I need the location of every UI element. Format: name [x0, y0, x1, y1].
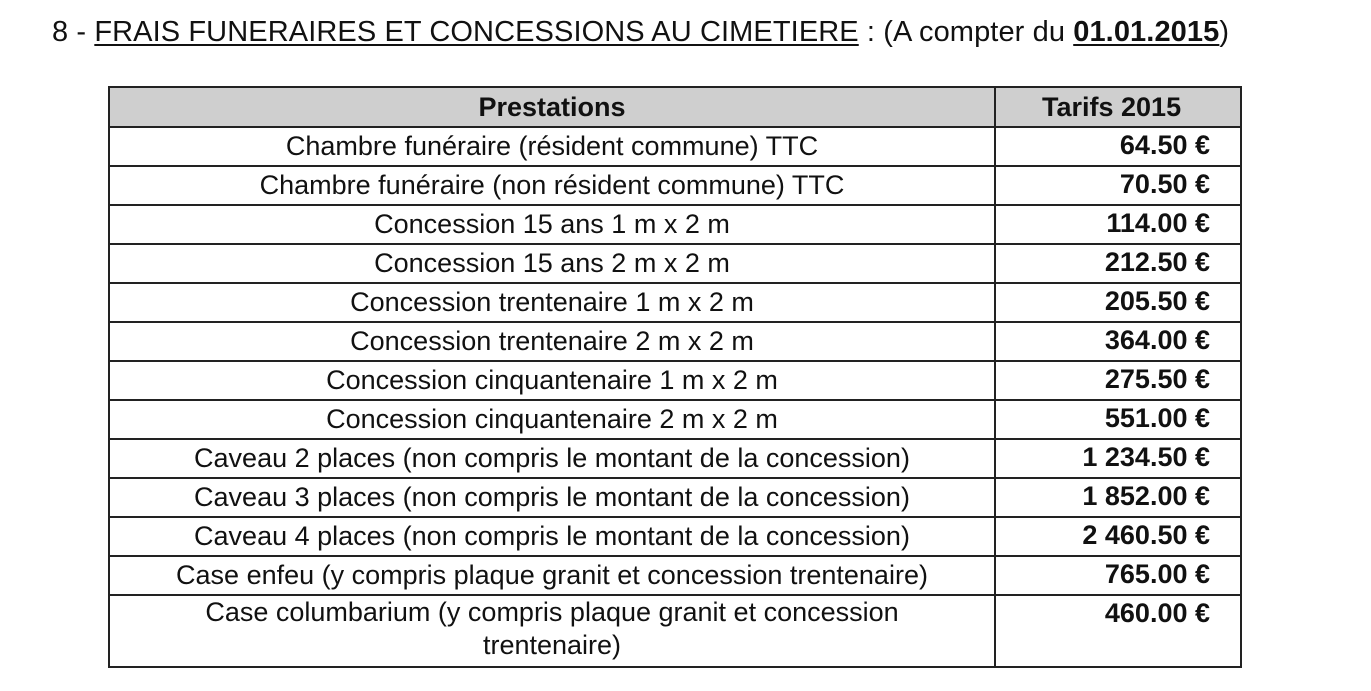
row-label: Caveau 2 places (non compris le montant de la concession) [109, 439, 995, 478]
row-label: Chambre funéraire (résident commune) TTC [109, 127, 995, 166]
row-label: Concession cinquantenaire 2 m x 2 m [109, 400, 995, 439]
row-price: 114.00 € [995, 205, 1241, 244]
table-row [109, 205, 1241, 244]
heading-close: ) [1219, 16, 1230, 48]
column-header-prestations: Prestations [109, 87, 995, 127]
table-row [109, 517, 1241, 556]
table-row [109, 166, 1241, 205]
row-price: 364.00 € [995, 322, 1241, 361]
row-price: 1 852.00 € [995, 478, 1241, 517]
table-row [109, 283, 1241, 322]
section-number: 8 - [52, 16, 95, 48]
section-title: FRAIS FUNERAIRES ET CONCESSIONS AU CIMETIERE [94, 16, 859, 48]
row-price: 551.00 € [995, 400, 1241, 439]
table-row [109, 595, 1241, 667]
table-row [109, 361, 1241, 400]
row-price: 70.50 € [995, 166, 1241, 205]
row-label: Concession trentenaire 1 m x 2 m [109, 283, 995, 322]
section-heading [52, 14, 1229, 50]
row-price: 765.00 € [995, 556, 1241, 595]
row-price: 205.50 € [995, 283, 1241, 322]
row-price: 1 234.50 € [995, 439, 1241, 478]
table-row [109, 400, 1241, 439]
row-label: Concession 15 ans 2 m x 2 m [109, 244, 995, 283]
table-row [109, 244, 1241, 283]
row-label: Chambre funéraire (non résident commune) TTC [109, 166, 995, 205]
row-label: Concession 15 ans 1 m x 2 m [109, 205, 995, 244]
column-header-tarifs: Tarifs 2015 [995, 87, 1241, 127]
row-price: 460.00 € [995, 595, 1241, 667]
table-row [109, 127, 1241, 166]
row-label: Caveau 3 places (non compris le montant de la concession) [109, 478, 995, 517]
table-row [109, 556, 1241, 595]
row-price: 64.50 € [995, 127, 1241, 166]
row-price: 2 460.50 € [995, 517, 1241, 556]
table-row [109, 439, 1241, 478]
row-label: Concession trentenaire 2 m x 2 m [109, 322, 995, 361]
effective-date: 01.01.2015 [1073, 16, 1220, 48]
row-label: Concession cinquantenaire 1 m x 2 m [109, 361, 995, 400]
row-label: Case columbarium (y compris plaque granit et concession trentenaire) [109, 595, 995, 667]
row-price: 275.50 € [995, 361, 1241, 400]
row-price: 212.50 € [995, 244, 1241, 283]
heading-separator: : (A compter du [858, 16, 1074, 48]
table-row [109, 478, 1241, 517]
tariff-table [108, 86, 1242, 668]
row-label: Caveau 4 places (non compris le montant de la concession) [109, 517, 995, 556]
row-label: Case enfeu (y compris plaque granit et concession trentenaire) [109, 556, 995, 595]
table-header-row [109, 87, 1241, 127]
table-row [109, 322, 1241, 361]
